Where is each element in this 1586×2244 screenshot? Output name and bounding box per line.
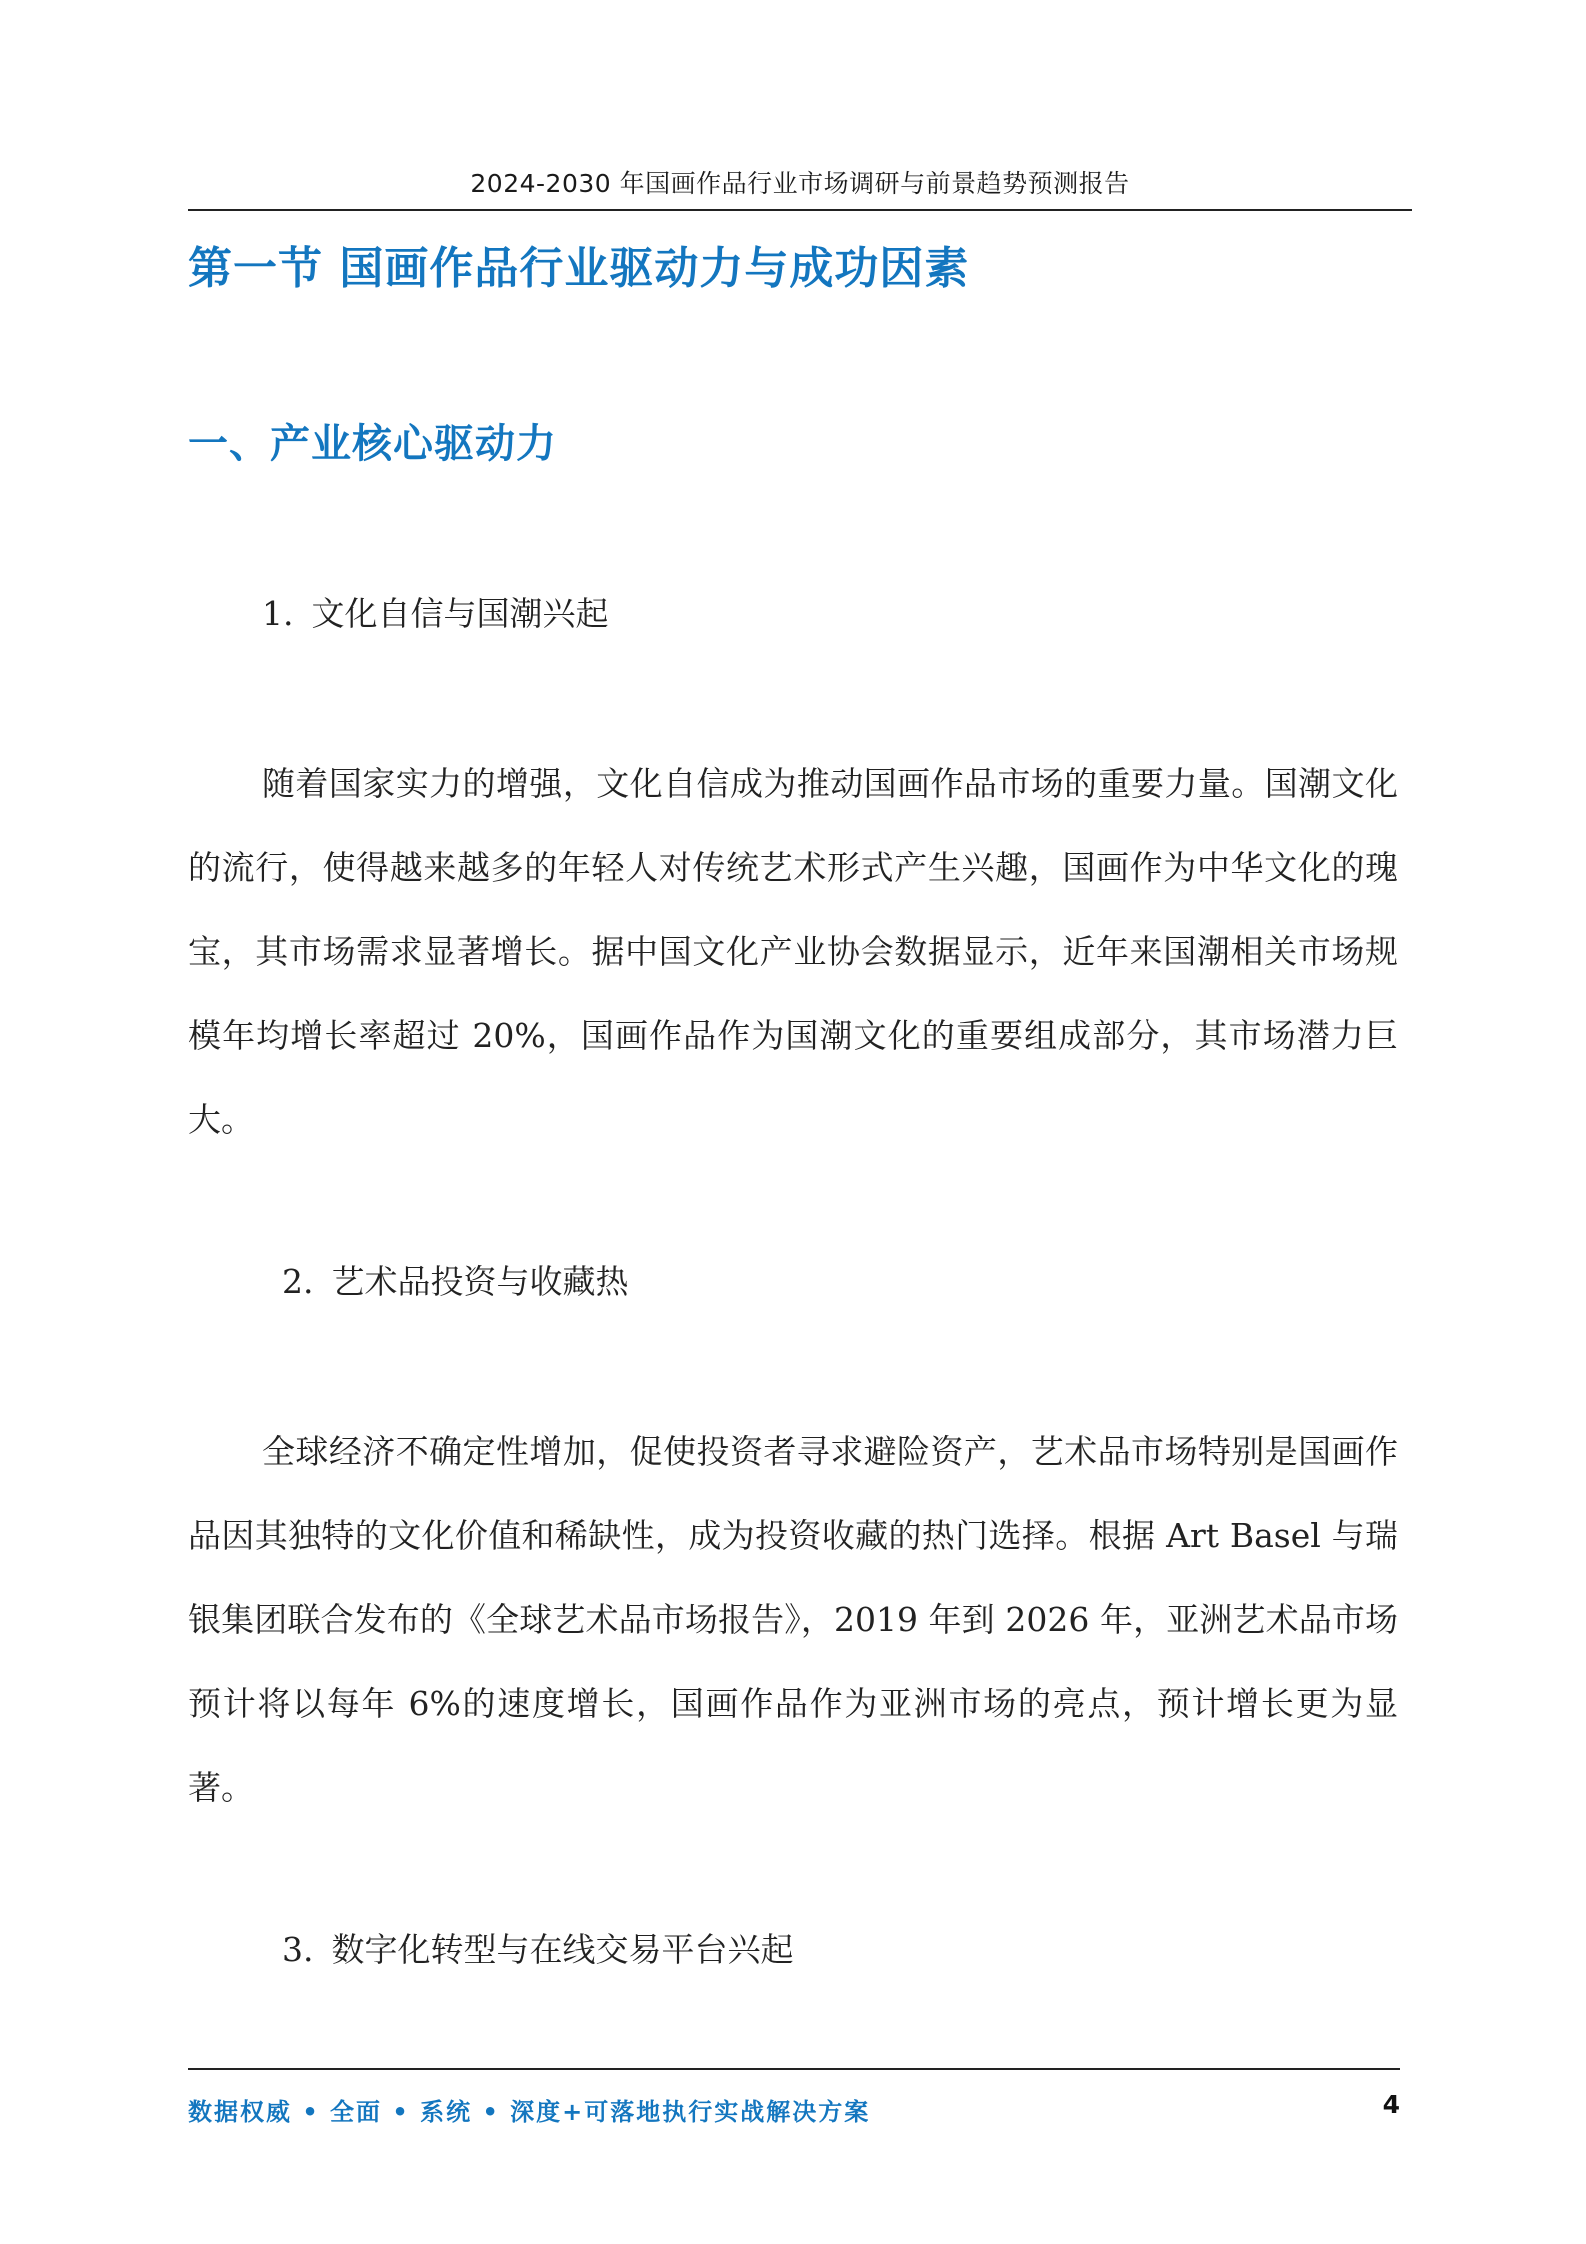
header-divider [188, 209, 1412, 211]
subsection-title: 一、产业核心驱动力 [188, 421, 557, 467]
paragraph-1: 随着国家实力的增强，文化自信成为推动国画作品市场的重要力量。国潮文化的流行，使得越来越多的年轻人对传统艺术形式产生兴趣，国画作为中华文化的瑰宝，其市场需求显著增长。据中国文化产业协会数据显示，近年来国潮相关市场规模年均增长率超过 20%，国画作品作为国潮文化的重要组成部分，其市场潜力巨大。 [188, 764, 1398, 1139]
item-heading-2 [282, 1256, 629, 1303]
running-header: 2024-2030 年国画作品行业市场调研与前景趋势预测报告 [470, 169, 1130, 198]
section-title: 第一节 国画作品行业驱动力与成功因素 [188, 243, 970, 294]
paragraph-2: 全球经济不确定性增加，促使投资者寻求避险资产，艺术品市场特别是国画作品因其独特的文化价值和稀缺性，成为投资收藏的热门选择。根据 Art Basel 与瑞银集团联合发布的《全球艺术品市场报告》，2019 年到 2026 年，亚洲艺术品市场预计将以每年 6%的速度增长，国画作品作为亚洲市场的亮点，预计增长更为显著。 [188, 1432, 1398, 1807]
item-heading-text: 艺术品投资与收藏热 [331, 1262, 629, 1301]
item-number: 3. [282, 1930, 314, 1969]
item-heading-3 [282, 1924, 794, 1971]
page-number: 4 [1382, 2090, 1400, 2119]
item-heading-1 [262, 588, 609, 635]
item-heading-text: 数字化转型与在线交易平台兴起 [331, 1930, 794, 1969]
item-heading-text: 文化自信与国潮兴起 [311, 594, 609, 633]
item-number: 2. [282, 1262, 314, 1301]
footer-slogan: 数据权威 • 全面 • 系统 • 深度+可落地执行实战解决方案 [188, 2098, 871, 2126]
item-number: 1. [262, 594, 294, 633]
footer-divider [188, 2068, 1400, 2070]
